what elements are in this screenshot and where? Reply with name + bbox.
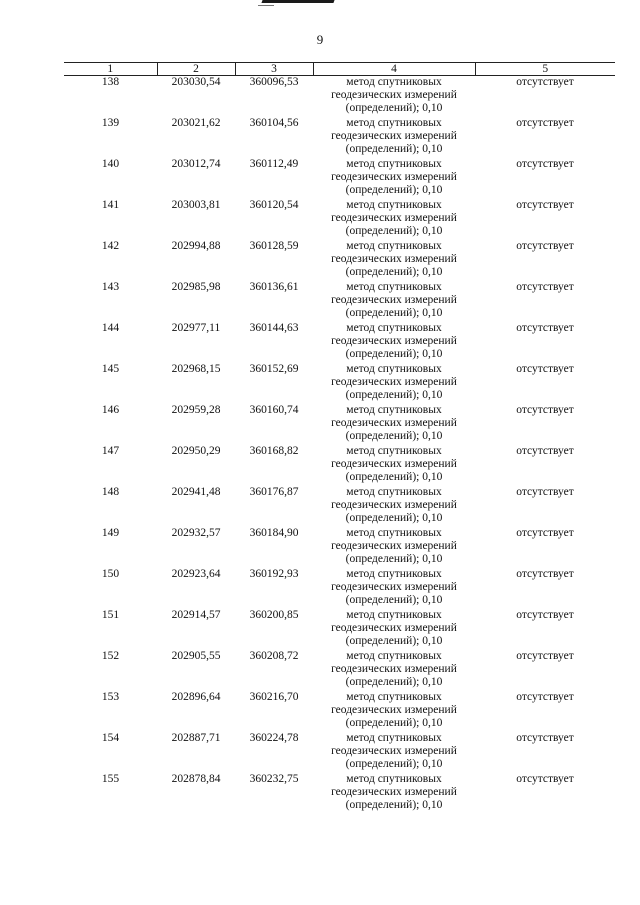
coordinate-x: 203021,62 (171, 117, 221, 129)
column-header: 3 (235, 63, 313, 76)
method-cell (313, 322, 475, 363)
table-row (64, 691, 615, 732)
coordinate-x: 202994,88 (171, 240, 221, 252)
boundary-description: отсутствует (516, 568, 574, 580)
method-line: (определений); 0,10 (345, 143, 443, 155)
table-row (64, 322, 615, 363)
method-line: метод спутниковых (346, 486, 442, 498)
coordinate-x: 202887,71 (171, 732, 221, 744)
coordinate-x: 202977,11 (171, 322, 221, 334)
coordinate-y: 360184,90 (249, 527, 299, 539)
table-row (64, 363, 615, 404)
method-line: геодезических измерений (331, 499, 457, 511)
point-number: 150 (101, 568, 120, 580)
boundary-description: отсутствует (516, 404, 574, 416)
method-cell (313, 363, 475, 404)
method-line: (определений); 0,10 (345, 512, 443, 524)
method-line: (определений); 0,10 (345, 348, 443, 360)
table-row (64, 404, 615, 445)
method-line: метод спутниковых (346, 773, 442, 785)
method-cell (313, 445, 475, 486)
method-line: (определений); 0,10 (345, 430, 443, 442)
method-line: геодезических измерений (331, 335, 457, 347)
point-number: 153 (101, 691, 120, 703)
method-line: (определений); 0,10 (345, 266, 443, 278)
coordinate-x: 202941,48 (171, 486, 221, 498)
method-cell (313, 568, 475, 609)
coordinate-y: 360232,75 (249, 773, 299, 785)
method-line: метод спутниковых (346, 527, 442, 539)
method-line: геодезических измерений (331, 663, 457, 675)
column-header: 1 (64, 63, 157, 76)
point-number: 149 (101, 527, 120, 539)
method-line: метод спутниковых (346, 404, 442, 416)
point-number: 143 (101, 281, 120, 293)
table-row (64, 445, 615, 486)
method-line: геодезических измерений (331, 417, 457, 429)
method-cell (313, 281, 475, 322)
coordinate-y: 360120,54 (249, 199, 299, 211)
boundary-description: отсутствует (516, 650, 574, 662)
coordinate-y: 360200,85 (249, 609, 299, 621)
coordinate-x: 203003,81 (171, 199, 221, 211)
table-row (64, 773, 615, 814)
method-cell (313, 76, 475, 118)
method-line: метод спутниковых (346, 691, 442, 703)
point-number: 141 (101, 199, 120, 211)
boundary-description: отсутствует (516, 199, 574, 211)
coordinate-y: 360208,72 (249, 650, 299, 662)
coordinates-table (64, 62, 615, 814)
coordinate-x: 203030,54 (171, 76, 221, 88)
method-cell (313, 117, 475, 158)
method-line: геодезических измерений (331, 540, 457, 552)
method-cell (313, 691, 475, 732)
method-line: геодезических измерений (331, 253, 457, 265)
method-line: метод спутниковых (346, 732, 442, 744)
table-body (64, 76, 615, 815)
method-line: метод спутниковых (346, 568, 442, 580)
table-row (64, 117, 615, 158)
method-cell (313, 527, 475, 568)
coordinate-x: 202905,55 (171, 650, 221, 662)
method-cell (313, 404, 475, 445)
coordinate-x: 203012,74 (171, 158, 221, 170)
method-line: метод спутниковых (346, 609, 442, 621)
method-line: геодезических измерений (331, 376, 457, 388)
method-line: геодезических измерений (331, 171, 457, 183)
point-number: 140 (101, 158, 120, 170)
coordinate-x: 202932,57 (171, 527, 221, 539)
boundary-description: отсутствует (516, 773, 574, 785)
point-number: 151 (101, 609, 120, 621)
point-number: 148 (101, 486, 120, 498)
method-cell (313, 732, 475, 773)
point-number: 152 (101, 650, 120, 662)
table-row (64, 568, 615, 609)
coordinate-x: 202923,64 (171, 568, 221, 580)
boundary-description: отсутствует (516, 322, 574, 334)
point-number: 147 (101, 445, 120, 457)
method-line: метод спутниковых (346, 117, 442, 129)
method-cell (313, 773, 475, 814)
boundary-description: отсутствует (516, 158, 574, 170)
boundary-description: отсутствует (516, 486, 574, 498)
coordinate-y: 360144,63 (249, 322, 299, 334)
coordinate-y: 360096,53 (249, 76, 299, 88)
point-number: 139 (101, 117, 120, 129)
coordinate-x: 202950,29 (171, 445, 221, 457)
method-line: геодезических измерений (331, 89, 457, 101)
method-line: геодезических измерений (331, 130, 457, 142)
boundary-description: отсутствует (516, 732, 574, 744)
method-line: (определений); 0,10 (345, 676, 443, 688)
table-header (64, 63, 615, 76)
coordinate-x: 202878,84 (171, 773, 221, 785)
coordinate-y: 360176,87 (249, 486, 299, 498)
table-row (64, 650, 615, 691)
table-row (64, 199, 615, 240)
coordinate-y: 360104,56 (249, 117, 299, 129)
method-line: геодезических измерений (331, 745, 457, 757)
coordinate-y: 360112,49 (249, 158, 299, 170)
page-number: 9 (316, 32, 324, 47)
point-number: 142 (101, 240, 120, 252)
method-line: метод спутниковых (346, 199, 442, 211)
coordinate-x: 202985,98 (171, 281, 221, 293)
method-cell (313, 650, 475, 691)
method-cell (313, 609, 475, 650)
point-number: 154 (101, 732, 120, 744)
method-line: (определений); 0,10 (345, 102, 443, 114)
method-cell (313, 158, 475, 199)
method-line: геодезических измерений (331, 458, 457, 470)
coordinate-y: 360168,82 (249, 445, 299, 457)
coordinate-y: 360192,93 (249, 568, 299, 580)
boundary-description: отсутствует (516, 445, 574, 457)
method-line: метод спутниковых (346, 650, 442, 662)
table-row (64, 609, 615, 650)
point-number: 138 (101, 76, 120, 88)
coordinate-x: 202896,64 (171, 691, 221, 703)
boundary-description: отсутствует (516, 609, 574, 621)
column-header: 5 (475, 63, 615, 76)
method-line: (определений); 0,10 (345, 389, 443, 401)
method-line: (определений); 0,10 (345, 758, 443, 770)
method-line: геодезических измерений (331, 212, 457, 224)
table-row (64, 281, 615, 322)
coordinate-y: 360224,78 (249, 732, 299, 744)
method-line: метод спутниковых (346, 158, 442, 170)
method-line: метод спутниковых (346, 445, 442, 457)
boundary-description: отсутствует (516, 527, 574, 539)
coordinate-y: 360160,74 (249, 404, 299, 416)
table-row (64, 527, 615, 568)
boundary-description: отсутствует (516, 76, 574, 88)
point-number: 145 (101, 363, 120, 375)
method-line: (определений); 0,10 (345, 635, 443, 647)
coordinate-y: 360128,59 (249, 240, 299, 252)
method-line: метод спутниковых (346, 76, 442, 88)
method-line: (определений); 0,10 (345, 184, 443, 196)
method-cell (313, 199, 475, 240)
coordinate-y: 360136,61 (249, 281, 299, 293)
point-number: 155 (101, 773, 120, 785)
coordinate-y: 360216,70 (249, 691, 299, 703)
method-line: (определений); 0,10 (345, 553, 443, 565)
method-line: (определений); 0,10 (345, 307, 443, 319)
boundary-description: отсутствует (516, 240, 574, 252)
method-line: (определений); 0,10 (345, 594, 443, 606)
method-line: геодезических измерений (331, 294, 457, 306)
column-header: 4 (313, 63, 475, 76)
method-cell (313, 486, 475, 527)
boundary-description: отсутствует (516, 281, 574, 293)
table-row (64, 732, 615, 773)
method-line: метод спутниковых (346, 281, 442, 293)
method-line: (определений); 0,10 (345, 717, 443, 729)
scan-artifact (261, 0, 334, 3)
method-line: (определений); 0,10 (345, 225, 443, 237)
method-line: (определений); 0,10 (345, 799, 443, 811)
coordinate-x: 202968,15 (171, 363, 221, 375)
table-row (64, 486, 615, 527)
boundary-description: отсутствует (516, 691, 574, 703)
point-number: 146 (101, 404, 120, 416)
scan-artifact (258, 5, 274, 6)
table-row (64, 240, 615, 281)
boundary-description: отсутствует (516, 363, 574, 375)
method-line: геодезических измерений (331, 786, 457, 798)
method-cell (313, 240, 475, 281)
method-line: геодезических измерений (331, 704, 457, 716)
method-line: метод спутниковых (346, 240, 442, 252)
column-header: 2 (157, 63, 235, 76)
coordinate-y: 360152,69 (249, 363, 299, 375)
point-number: 144 (101, 322, 120, 334)
method-line: (определений); 0,10 (345, 471, 443, 483)
method-line: геодезических измерений (331, 581, 457, 593)
method-line: метод спутниковых (346, 322, 442, 334)
boundary-description: отсутствует (516, 117, 574, 129)
coordinate-x: 202914,57 (171, 609, 221, 621)
coordinate-x: 202959,28 (171, 404, 221, 416)
table-row (64, 158, 615, 199)
table-row (64, 76, 615, 118)
method-line: геодезических измерений (331, 622, 457, 634)
method-line: метод спутниковых (346, 363, 442, 375)
